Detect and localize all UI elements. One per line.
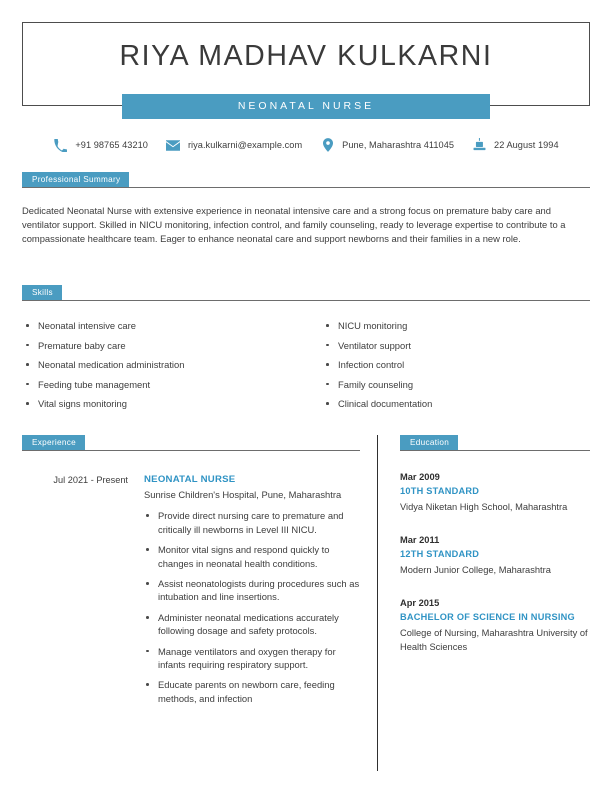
section-skills [22,285,590,417]
section-rule [22,450,360,451]
education-entry [400,534,590,577]
contact-birthdate-text: 22 August 1994 [494,140,559,150]
skill-item: Ventilator support [322,339,590,352]
education-school: College of Nursing, Maharashtra University of Health Sciences [400,628,588,652]
experience-bullet: Assist neonatologists during procedures such as intubation and line insertions. [144,577,360,604]
birthday-cake-icon [472,138,487,153]
section-badge-label: Professional Summary [22,172,129,187]
contact-row [22,134,590,156]
education-entry [400,471,590,514]
experience-bullet-list [144,509,360,705]
experience-date: Jul 2021 - Present [53,475,128,485]
experience-organization: Sunrise Children's Hospital, Pune, Maharashtra [144,489,342,500]
skill-item: Infection control [322,358,590,371]
skill-item: Feeding tube management [22,378,306,391]
contact-item-location[interactable] [311,138,463,153]
skill-item: Neonatal medication administration [22,358,306,371]
section-rule [400,450,590,451]
experience-body [144,473,360,712]
location-pin-icon [320,138,335,153]
skill-item: Family counseling [322,378,590,391]
skill-item: Vital signs monitoring [22,397,306,410]
section-badge-label: Experience [22,435,85,450]
section-rule [22,300,590,301]
skill-item: Clinical documentation [322,397,590,410]
section-experience [22,435,360,712]
experience-bullet: Manage ventilators and oxygen therapy for infants requiring respiratory support. [144,645,360,672]
phone-icon [53,138,68,153]
contact-phone-text: +91 98765 43210 [75,140,148,150]
skill-item: Premature baby care [22,339,306,352]
section-heading-professional-summary [22,172,590,188]
education-degree: 12TH STANDARD [400,549,480,559]
education-date: Apr 2015 [400,598,440,608]
contact-email-text: riya.kulkarni@example.com [187,140,303,150]
resume-header [0,0,612,128]
contact-item-phone[interactable] [44,138,157,153]
experience-bullet: Monitor vital signs and respond quickly to changes in neonatal health conditions. [144,543,360,570]
education-date: Mar 2009 [400,472,440,482]
candidate-name: RIYA MADHAV KULKARNI [119,40,493,72]
section-education [400,435,590,654]
experience-bullet: Educate parents on newborn care, feeding methods, and infection [144,678,360,705]
education-date: Mar 2011 [400,535,440,545]
column-divider [377,435,378,771]
skills-column-left [22,319,306,417]
job-title-band: NEONATAL NURSE [122,94,490,119]
section-rule [22,187,590,188]
section-heading-education [400,435,590,451]
education-school: Vidya Niketan High School, Maharashtra [400,502,568,512]
section-badge-label: Skills [22,285,62,300]
skills-columns [22,319,590,417]
email-icon [166,138,181,153]
experience-bullet: Administer neonatal medications accurately following dosage and safety protocols. [144,611,360,638]
section-badge-label: Education [400,435,458,450]
skills-column-right [306,319,590,417]
skill-item: Neonatal intensive care [22,319,306,332]
section-heading-skills [22,285,590,301]
section-professional-summary [22,172,590,247]
contact-location-text: Pune, Maharashtra 411045 [342,140,455,150]
professional-summary-text: Dedicated Neonatal Nurse with extensive experience in neonatal intensive care and a strong focus on premature baby care and ventilator support. Skilled in NICU monitoring, infection control, and family counseling, ready to leverage expertise to contribute to a compassionate healthcare team. Eager to enhance neonatal care and support newborns and their families in a new role. [22,205,566,245]
experience-entry [22,473,360,712]
contact-item-birthdate[interactable] [463,138,568,153]
contact-item-email[interactable] [157,138,311,153]
education-degree: 10TH STANDARD [400,486,480,496]
education-degree: BACHELOR OF SCIENCE IN NURSING [400,612,575,622]
experience-role: NEONATAL NURSE [144,474,236,485]
education-school: Modern Junior College, Maharashtra [400,565,551,575]
education-entry [400,597,590,654]
section-heading-experience [22,435,360,451]
experience-bullet: Provide direct nursing care to premature and critically ill newborns in Level III NICU. [144,509,360,536]
skill-item: NICU monitoring [322,319,590,332]
